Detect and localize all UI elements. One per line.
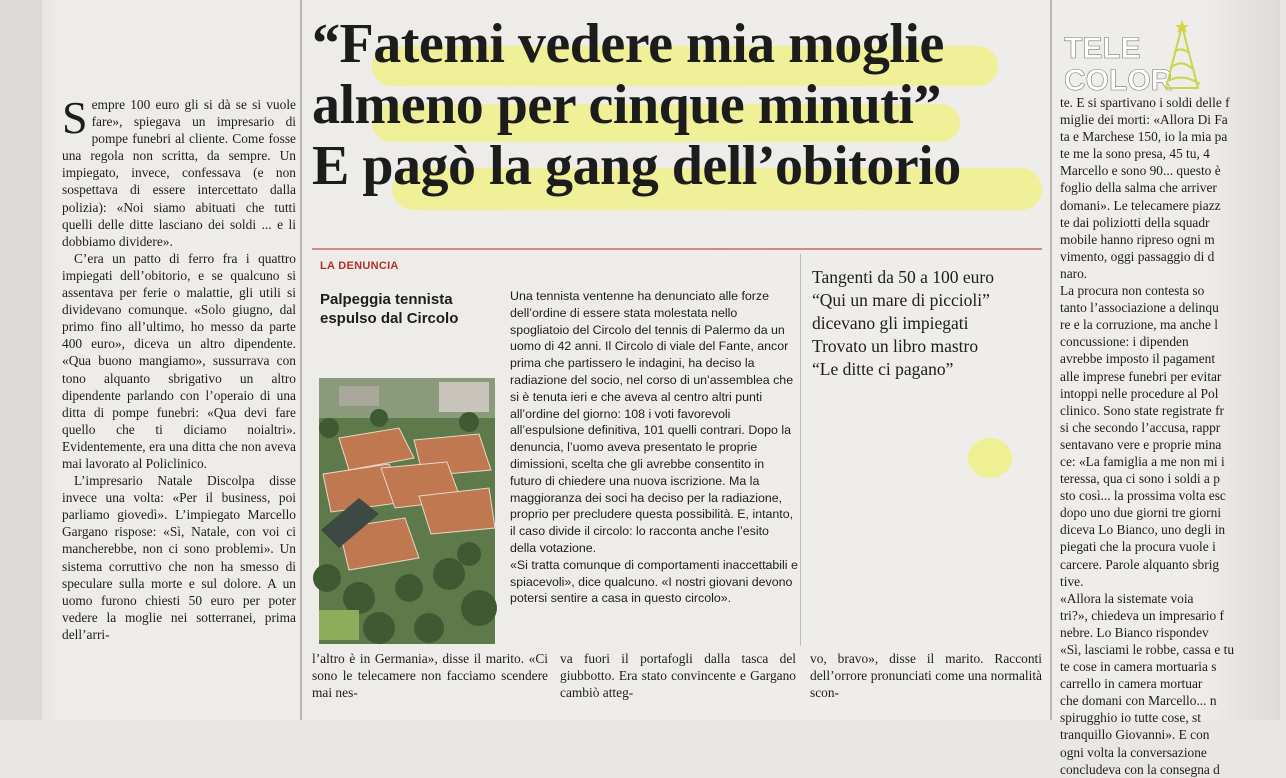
right-line: concludeva con la consegna d [1060, 761, 1220, 777]
right-line: intoppi nelle procedure al Pol [1060, 385, 1219, 401]
headline-line-1: “Fatemi vedere mia moglie [312, 13, 944, 75]
right-line: spirugghio io tutte cose, st [1060, 710, 1201, 726]
right-line: ogni volta la conversazione [1060, 744, 1207, 760]
right-line: diceva Lo Bianco, uno degli in [1060, 522, 1226, 538]
right-line: carrello in camera mortuar [1060, 676, 1203, 692]
column-rule [1050, 0, 1052, 720]
right-line: carcere. Parole alquanto sbrig [1060, 556, 1220, 572]
logo-text-top: TELE [1064, 32, 1141, 65]
pull-quote-line: “Qui un mare di piccioli” [812, 290, 990, 310]
pull-quote-line: dicevano gli impiegati [812, 313, 969, 333]
tennis-club-photo [319, 378, 495, 644]
right-line: re e la corruzione, ma anche l [1060, 317, 1218, 333]
box-paragraph: «Si tratta comunque di comportamenti inaccettabili e spiacevoli», dice qualcuno. «I nostri giovani devono potersi sentire a casa in questo circolo». [510, 557, 798, 606]
right-line: mobile hanno ripreso ogni m [1060, 231, 1215, 247]
right-line: naro. [1060, 265, 1088, 281]
right-line: tri?», chiedeva un impresario f [1060, 607, 1224, 623]
article-paragraph: L’impresario Natale Discolpa disse invece una volta: «Per il business, poi parliamo giovedì». L’impiegato Marcello Gargano rispose: «Sì, Natale, con voi ci mancherebbe, non ci sono problemi». Un sistema corruttivo che non ha smesso di speculare sulla morte e sul dolore. A un uomo furono chiesti 50 euro per poter vedere la moglie nei sotterranei, prima dell’arri- [62, 473, 296, 642]
pull-quote-line: “Le ditte ci pagano” [812, 359, 954, 379]
right-line: te dai poliziotti della squadr [1060, 214, 1210, 230]
right-line: domani». Le telecamere piazz [1060, 197, 1221, 213]
tree-icon [1166, 26, 1200, 88]
right-column [1060, 94, 1286, 778]
logo-text-bottom: COLOR [1064, 64, 1173, 97]
highlight-dot [968, 438, 1012, 478]
right-line: La procura non contesta so [1060, 283, 1205, 299]
box-title: Palpeggia tennista espulso dal Circolo [320, 291, 459, 327]
right-line: sto così... la prossima volta esc [1060, 488, 1226, 504]
right-line: te cose in camera mortuaria s [1060, 659, 1217, 675]
box-paragraph: Una tennista ventenne ha denunciato alle forze dell’ordine di essere stata molestata nello spogliatoio del Circolo del tennis di Palermo da un uomo di 42 anni. Il Circolo di viale del Fante, ancor prima che partissero le indagini, ha deciso la radiazione del socio, nel corso di un’assemblea che si è tenuta ieri e che aveva al centro altri punti all’ordine del giorno: 108 i voti favorevoli all’espulsione definitiva, 101 quelli contrari. Dopo la denuncia, l’uomo aveva presentato le proprie dimissioni, scelta che gli avrebbe consentito in futuro di chiedere una nuova iscrizione. Ma la maggioranza dei soci ha deciso per la radiazione, proprio per precludere questa possibilità. E, intanto, il caso divide il circolo: lo racconta anche l’esito della votazione. [510, 289, 794, 555]
right-line: ce: «La famiglia a me non mi i [1060, 453, 1225, 469]
right-line: dopo uno due giorni tre giorni [1060, 505, 1222, 521]
right-line: tranquillo Giovanni». E con [1060, 727, 1210, 743]
right-line: Marcello e sono 90... questo è [1060, 163, 1221, 179]
dropcap: S [62, 92, 88, 143]
right-line: tive. [1060, 573, 1084, 589]
right-line: avrebbe imposto il pagament [1060, 351, 1216, 367]
right-line: «Sì, lasciami le robbe, cassa e tu [1060, 642, 1235, 657]
article-paragraph: C’era un patto di ferro fra i quattro impiegati dell’obitorio, e se qualcuno si assentava per ferie o malattie, gli utili si dividevano comunque. «Solo giugno, dal primo fino all’ultimo, ho messo da parte 400 euro», diceva un altro dipendente. «Qua buono mangiamo», sussurrava con tono alquanto sbrigativo un altro dipendente parlando con l’operaio di una ditta di pompe funebri: «Qua devi fare quello che ti diciamo noialtri». Evidentemente, era una ditta che non aveva mai lavorato al Policlinico. [62, 250, 296, 471]
box-text [510, 288, 798, 607]
right-line: te. E si spartivano i soldi delle f [1060, 95, 1230, 110]
right-line: concussione: i dipenden [1060, 334, 1189, 350]
right-line: teressa, qua ci sono i soldi a p [1060, 471, 1220, 487]
right-line: «Allora la sistemate voia [1060, 590, 1194, 606]
right-line: sentavano vere e proprie mina [1060, 436, 1222, 452]
telecolor-logo [1062, 18, 1222, 102]
right-line: tanto l’associazione a delinqu [1060, 300, 1219, 316]
pull-quote [812, 266, 1042, 381]
right-line: foglio della salma che arriver [1060, 180, 1217, 196]
pull-quote-line: Trovato un libro mastro [812, 336, 979, 356]
right-line: nebre. Lo Bianco rispondev [1060, 624, 1209, 640]
right-line: si che secondo l’accusa, rappr [1060, 419, 1221, 435]
right-line: miglie dei morti: «Allora Di Fa [1060, 112, 1228, 128]
right-line: te me la sono presa, 45 tu, 4 [1060, 146, 1210, 162]
article-paragraph: Sempre 100 euro gli si dà se si vuole fare», spiegava un impresario di pompe funebri al cliente. Come fosse una regola non scritta, da sempre. Un impiegato, invece, confessava (e non sospettava di essere intercettato dalla polizia): «Noi siamo abituati che tutti quelli delle ditte lasciano dei soldi ... e li dobbiamo dividere». [62, 92, 296, 249]
right-line: alle imprese funebri per evitar [1060, 368, 1222, 384]
pull-quote-line: Tangenti da 50 a 100 euro [812, 267, 994, 287]
right-line: ta e Marchese 150, io la mia pa [1060, 129, 1228, 145]
right-line: clinico. Sono state registrate fr [1060, 402, 1224, 418]
headline [312, 14, 1032, 197]
star-icon [1175, 20, 1189, 33]
headline-line-2: almeno per cinque minuti” [312, 74, 941, 136]
right-line: vimento, oggi passaggio di d [1060, 248, 1215, 264]
left-column [62, 92, 296, 643]
right-line: piegati che la procura vuole i [1060, 539, 1216, 555]
right-line: che domani con Marcello... n [1060, 693, 1217, 709]
headline-line-3: E pagò la gang dell’obitorio [312, 135, 961, 197]
column-rule [300, 0, 302, 720]
page-margin [0, 0, 42, 720]
box-top-rule [312, 248, 1042, 250]
bottom-column: vo, bravo», disse il marito. Racconti dell’orrore pronunciati come una normalità scon- [810, 651, 1042, 701]
bottom-column: l’altro è in Germania», disse il marito. «Ci sono le telecamere non facciamo scendere mai nes- [312, 651, 548, 701]
box-label: LA DENUNCIA [320, 260, 399, 272]
bottom-column: va fuori il portafogli dalla tasca del giubbotto. Era stato convincente e Gargano cambiò atteg- [560, 651, 796, 701]
